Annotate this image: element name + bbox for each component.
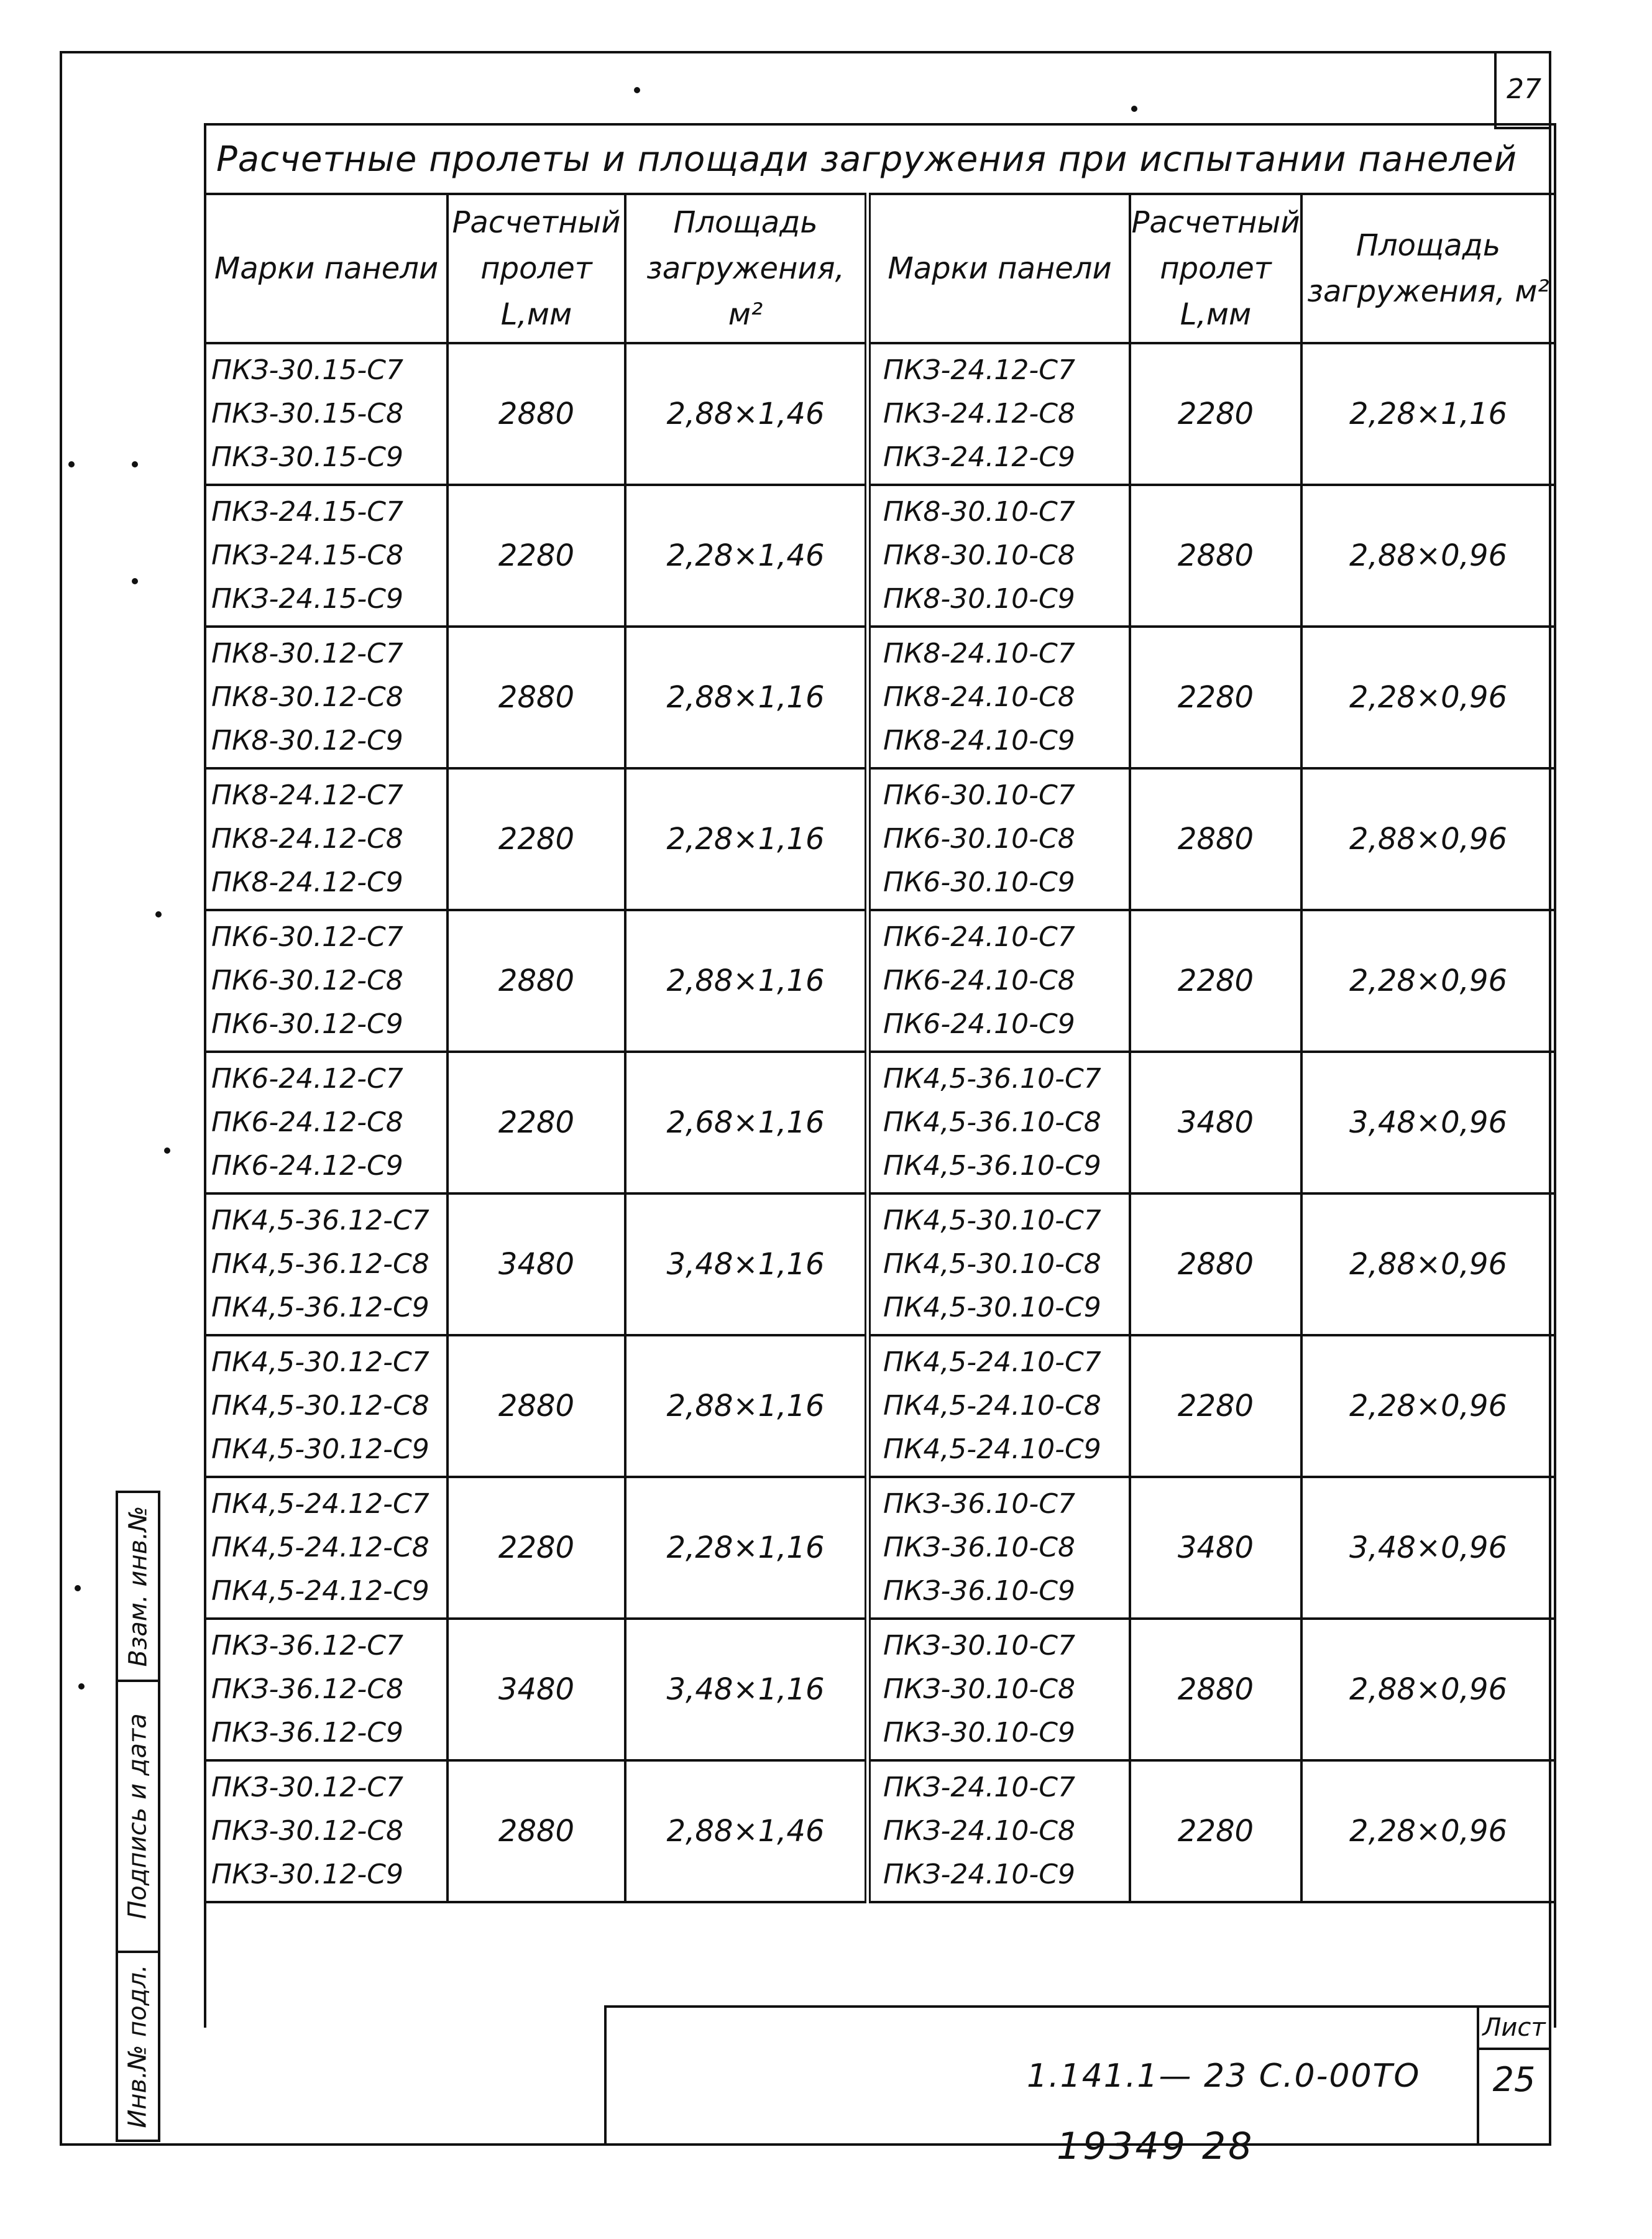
panel-mark: ПК6-30.12-С7	[211, 921, 403, 953]
mark-cell-right	[868, 343, 1130, 485]
panel-mark: ПКЗ-24.10-С8	[883, 1815, 1075, 1847]
archive-reference: 19349 28	[1057, 2125, 1255, 2168]
panel-mark: ПКЗ-30.15-С9	[211, 441, 403, 473]
span-cell-left: 2880	[447, 343, 625, 485]
panel-mark: ПК4,5-30.12-С9	[211, 1433, 429, 1465]
panel-mark: ПК6-30.10-С9	[883, 867, 1075, 898]
area-cell-right: 3,48×0,96	[1301, 1477, 1555, 1619]
document-code: 1.141.1— 23 С.0-00ТО	[1027, 2057, 1421, 2095]
mark-cell-left	[205, 1477, 447, 1619]
mark-cell-right	[868, 768, 1130, 910]
panel-mark: ПК8-30.10-С9	[883, 583, 1075, 615]
table-title: Расчетные пролеты и площади загружения при испытании панелей	[205, 124, 1555, 194]
mark-cell-left	[205, 343, 447, 485]
span-cell-left: 3480	[447, 1193, 625, 1335]
binding-label-signature: Подпись и дата	[124, 1713, 153, 1919]
panel-mark: ПК4,5-36.12-С9	[211, 1292, 429, 1323]
panel-mark: ПК6-24.12-С8	[211, 1106, 403, 1138]
span-cell-right: 2280	[1130, 910, 1301, 1052]
mark-cell-right	[868, 627, 1130, 768]
panel-mark: ПКЗ-30.15-С8	[211, 398, 403, 430]
span-cell-right: 2880	[1130, 1193, 1301, 1335]
stamp-sheet-cell	[1477, 2008, 1549, 2143]
panel-mark: ПКЗ-30.10-С9	[883, 1717, 1075, 1749]
span-cell-left: 2280	[447, 1052, 625, 1193]
panel-mark: ПК4,5-24.10-С9	[883, 1433, 1101, 1465]
stamp-sheet-number: 25	[1492, 2060, 1536, 2099]
panel-mark: ПК8-24.10-С8	[883, 681, 1075, 713]
header-area-left: Площадь загружения, м²	[625, 194, 868, 343]
panel-mark: ПКЗ-24.10-С9	[883, 1859, 1075, 1890]
panel-mark: ПК6-24.12-С9	[211, 1150, 403, 1182]
panel-mark: ПК8-24.12-С7	[211, 779, 403, 811]
area-cell-right: 2,88×0,96	[1301, 1193, 1555, 1335]
panel-mark: ПК6-30.10-С8	[883, 823, 1075, 855]
span-cell-right: 2280	[1130, 1760, 1301, 1902]
table-row	[205, 485, 1555, 627]
area-cell-right: 2,88×0,96	[1301, 1619, 1555, 1760]
panel-mark: ПКЗ-30.12-С8	[211, 1815, 403, 1847]
panel-mark: ПК4,5-30.10-С9	[883, 1292, 1101, 1323]
table-row	[205, 1477, 1555, 1619]
panel-mark: ПКЗ-30.10-С8	[883, 1673, 1075, 1705]
span-cell-left: 2880	[447, 627, 625, 768]
area-cell-right: 2,28×0,96	[1301, 910, 1555, 1052]
scan-speck	[132, 461, 138, 467]
panel-mark: ПКЗ-36.12-С8	[211, 1673, 403, 1705]
mark-cell-right	[868, 1052, 1130, 1193]
panel-mark: ПК4,5-24.10-С8	[883, 1390, 1101, 1422]
area-cell-left: 3,48×1,16	[625, 1193, 868, 1335]
area-cell-left: 3,48×1,16	[625, 1619, 868, 1760]
mark-cell-left	[205, 768, 447, 910]
panel-mark: ПКЗ-24.15-С9	[211, 583, 403, 615]
panel-mark: ПКЗ-24.12-С7	[883, 354, 1075, 386]
span-cell-right: 2280	[1130, 627, 1301, 768]
panel-mark: ПК4,5-30.12-С8	[211, 1390, 429, 1422]
panel-mark: ПК8-30.10-С7	[883, 496, 1075, 528]
span-cell-left: 2280	[447, 768, 625, 910]
panel-mark: ПК4,5-24.12-С7	[211, 1488, 429, 1520]
area-cell-right: 2,28×0,96	[1301, 627, 1555, 768]
panel-mark: ПК4,5-36.10-С7	[883, 1063, 1101, 1095]
scan-speck	[78, 1683, 85, 1690]
area-cell-left: 2,28×1,46	[625, 485, 868, 627]
panel-mark: ПК6-30.10-С7	[883, 779, 1075, 811]
panel-mark: ПК8-30.12-С9	[211, 725, 403, 756]
scan-speck	[634, 87, 640, 93]
area-cell-left: 2,88×1,16	[625, 1335, 868, 1477]
scan-speck	[68, 461, 75, 467]
mark-cell-left	[205, 1760, 447, 1902]
blank-cell	[447, 1902, 625, 2028]
area-cell-left: 2,88×1,16	[625, 627, 868, 768]
area-cell-left: 2,88×1,46	[625, 1760, 868, 1902]
panel-mark: ПКЗ-30.12-С7	[211, 1772, 403, 1803]
header-span-left: Расчетный пролет L,мм	[447, 194, 625, 343]
header-row	[205, 194, 1555, 343]
mark-cell-right	[868, 910, 1130, 1052]
area-cell-left: 2,28×1,16	[625, 1477, 868, 1619]
span-cell-right: 3480	[1130, 1477, 1301, 1619]
scan-speck	[75, 1585, 81, 1591]
area-cell-left: 2,88×1,16	[625, 910, 868, 1052]
panel-mark: ПКЗ-36.10-С8	[883, 1532, 1075, 1563]
panel-mark: ПК4,5-24.12-С8	[211, 1532, 429, 1563]
panel-mark: ПК4,5-30.10-С7	[883, 1205, 1101, 1236]
span-cell-left: 2280	[447, 1477, 625, 1619]
mark-cell-left	[205, 627, 447, 768]
mark-cell-right	[868, 1477, 1130, 1619]
area-cell-right: 2,88×0,96	[1301, 485, 1555, 627]
sheet-number: 27	[1507, 73, 1541, 105]
binding-stamp	[116, 1491, 160, 2142]
binding-slot-signature	[118, 1682, 158, 1953]
table-row	[205, 1619, 1555, 1760]
mark-cell-left	[205, 1052, 447, 1193]
panel-mark: ПКЗ-36.12-С9	[211, 1717, 403, 1749]
header-area-right: Площадь загружения, м²	[1301, 194, 1555, 343]
scan-speck	[164, 1147, 170, 1154]
stamp-sheet-label: Лист	[1479, 2008, 1549, 2050]
panel-mark: ПКЗ-36.10-С7	[883, 1488, 1075, 1520]
panel-mark: ПК8-24.10-С7	[883, 638, 1075, 669]
panel-mark: ПК4,5-36.12-С8	[211, 1248, 429, 1280]
binding-slot-replacement	[118, 1493, 158, 1682]
table-row	[205, 1193, 1555, 1335]
area-cell-left: 2,68×1,16	[625, 1052, 868, 1193]
header-mark-left: Марки панели	[205, 194, 447, 343]
panel-mark: ПКЗ-30.10-С7	[883, 1630, 1075, 1662]
scan-speck	[1131, 106, 1137, 112]
panel-mark: ПКЗ-24.12-С9	[883, 441, 1075, 473]
binding-label-replacement: Взам. инв.№	[124, 1506, 152, 1667]
mark-cell-left	[205, 1193, 447, 1335]
span-cell-left: 3480	[447, 1619, 625, 1760]
panel-mark: ПК8-30.10-С8	[883, 540, 1075, 571]
header-span-right: Расчетный пролет L,мм	[1130, 194, 1301, 343]
area-cell-right: 2,28×0,96	[1301, 1760, 1555, 1902]
panel-mark: ПК6-30.12-С9	[211, 1008, 403, 1040]
panel-mark: ПК4,5-24.10-С7	[883, 1346, 1101, 1378]
header-mark-right: Марки панели	[868, 194, 1130, 343]
panel-mark: ПК4,5-36.10-С9	[883, 1150, 1101, 1182]
panel-mark: ПКЗ-24.10-С7	[883, 1772, 1075, 1803]
table-row	[205, 1760, 1555, 1902]
area-cell-left: 2,88×1,46	[625, 343, 868, 485]
panel-mark: ПК6-24.10-С8	[883, 965, 1075, 996]
table-row	[205, 768, 1555, 910]
scan-speck	[155, 911, 162, 917]
mark-cell-right	[868, 1619, 1130, 1760]
span-cell-left: 2280	[447, 485, 625, 627]
span-cell-right: 2280	[1130, 343, 1301, 485]
mark-cell-right	[868, 485, 1130, 627]
binding-slot-original	[118, 1953, 158, 2140]
spans-table	[204, 123, 1556, 2028]
panel-mark: ПК6-24.10-С7	[883, 921, 1075, 953]
table-row	[205, 910, 1555, 1052]
panel-mark: ПК6-30.12-С8	[211, 965, 403, 996]
table-row	[205, 343, 1555, 485]
table-body	[205, 343, 1555, 2028]
span-cell-right: 3480	[1130, 1052, 1301, 1193]
panel-mark: ПК8-24.12-С8	[211, 823, 403, 855]
span-cell-left: 2880	[447, 910, 625, 1052]
blank-cell	[205, 1902, 447, 2028]
panel-mark: ПКЗ-30.15-С7	[211, 354, 403, 386]
panel-mark: ПК6-24.10-С9	[883, 1008, 1075, 1040]
area-cell-left: 2,28×1,16	[625, 768, 868, 910]
table-row	[205, 1052, 1555, 1193]
span-cell-right: 2280	[1130, 1335, 1301, 1477]
span-cell-right: 2880	[1130, 768, 1301, 910]
mark-cell-left	[205, 485, 447, 627]
mark-cell-left	[205, 910, 447, 1052]
area-cell-right: 2,88×0,96	[1301, 768, 1555, 910]
panel-mark: ПК8-30.12-С8	[211, 681, 403, 713]
area-cell-right: 3,48×0,96	[1301, 1052, 1555, 1193]
panel-mark: ПК6-24.12-С7	[211, 1063, 403, 1095]
span-cell-left: 2880	[447, 1335, 625, 1477]
panel-mark: ПКЗ-36.12-С7	[211, 1630, 403, 1662]
table-row	[205, 1335, 1555, 1477]
panel-mark: ПКЗ-24.15-С8	[211, 540, 403, 571]
mark-cell-right	[868, 1193, 1130, 1335]
panel-mark: ПКЗ-24.15-С7	[211, 496, 403, 528]
panel-mark: ПКЗ-24.12-С8	[883, 398, 1075, 430]
span-cell-right: 2880	[1130, 1619, 1301, 1760]
panel-mark: ПК8-30.12-С7	[211, 638, 403, 669]
span-cell-left: 2880	[447, 1760, 625, 1902]
span-cell-right: 2880	[1130, 485, 1301, 627]
mark-cell-left	[205, 1335, 447, 1477]
panel-mark: ПК4,5-24.12-С9	[211, 1575, 429, 1607]
panel-mark: ПК4,5-30.10-С8	[883, 1248, 1101, 1280]
panel-mark: ПК4,5-30.12-С7	[211, 1346, 429, 1378]
panel-mark: ПК4,5-36.12-С7	[211, 1205, 429, 1236]
area-cell-right: 2,28×1,16	[1301, 343, 1555, 485]
area-cell-right: 2,28×0,96	[1301, 1335, 1555, 1477]
table-row	[205, 627, 1555, 768]
sheet-number-box	[1494, 51, 1551, 129]
panel-mark: ПК4,5-36.10-С8	[883, 1106, 1101, 1138]
binding-label-original: Инв.№ подл.	[124, 1964, 152, 2128]
mark-cell-right	[868, 1335, 1130, 1477]
scan-speck	[132, 578, 138, 584]
panel-mark: ПК8-24.12-С9	[211, 867, 403, 898]
panel-mark: ПКЗ-36.10-С9	[883, 1575, 1075, 1607]
panel-mark: ПКЗ-30.12-С9	[211, 1859, 403, 1890]
mark-cell-right	[868, 1760, 1130, 1902]
mark-cell-left	[205, 1619, 447, 1760]
panel-mark: ПК8-24.10-С9	[883, 725, 1075, 756]
